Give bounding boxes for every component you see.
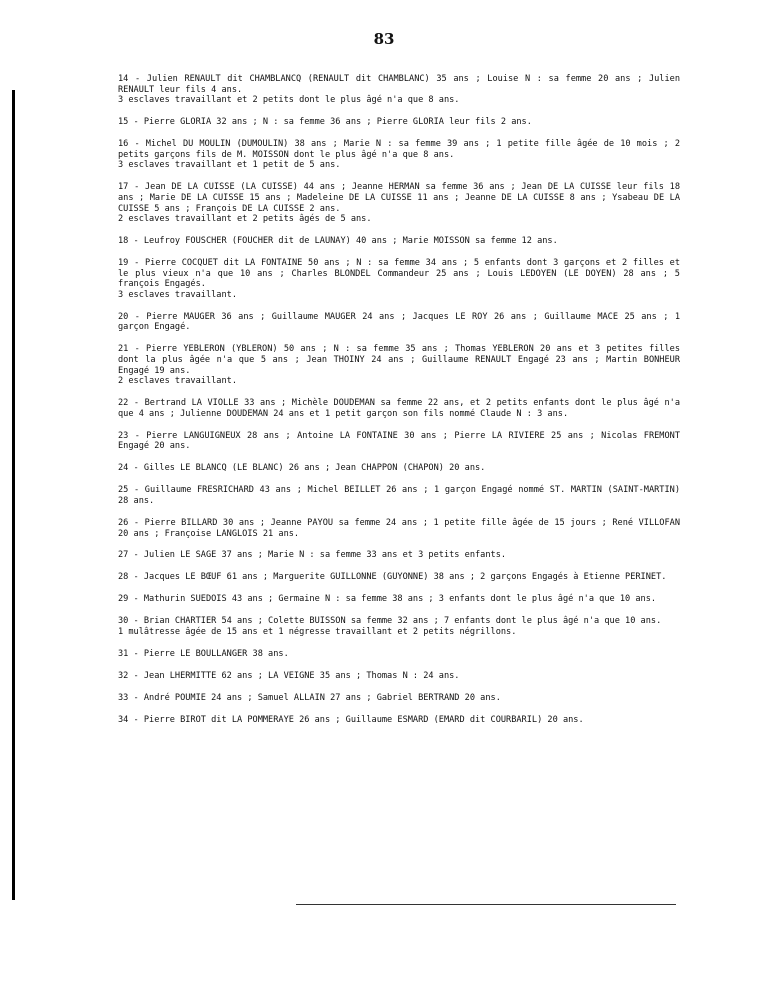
- entry-32: 32 - Jean LHERMITTE 62 ans ; LA VEIGNE 35 ans ; Thomas N : 24 ans.: [118, 671, 460, 681]
- scan-left-edge: [12, 90, 15, 900]
- entry-23: 23 - Pierre LANGUIGNEUX 28 ans ; Antoine LA FONTAINE 30 ans ; Pierre LA RIVIERE 25 ans ; Nicolas FREMONT Engagé 20 ans.: [118, 430, 680, 452]
- census-entries: [118, 74, 680, 737]
- entry-19: 19 - Pierre COCQUET dit LA FONTAINE 50 ans ; N : sa femme 34 ans ; 5 enfants dont 3 garçons et 2 filles et le plus vieux n'a que 10 ans ; Charles BLONDEL Commandeur 25 ans ; Louis LEDOYEN (LE DOYEN) 28 ans ; 5 françois Engagés. 3 esclaves travaillant.: [118, 258, 680, 300]
- entry-20: 20 - Pierre MAUGER 36 ans ; Guillaume MAUGER 24 ans ; Jacques LE ROY 26 ans ; Guillaume MACE 25 ans ; 1 garçon Engagé.: [118, 311, 680, 333]
- entry-26: 26 - Pierre BILLARD 30 ans ; Jeanne PAYOU sa femme 24 ans ; 1 petite fille âgée de 15 jours ; René VILLOFAN 20 ans ; Françoise LANGLOIS 21 ans.: [118, 517, 680, 539]
- entry-27: 27 - Julien LE SAGE 37 ans ; Marie N : sa femme 33 ans et 3 petits enfants.: [118, 550, 507, 561]
- entry-34: 34 - Pierre BIROT dit LA POMMERAYE 26 ans ; Guillaume ESMARD (EMARD dit COURBARIL) 20 ans.: [118, 714, 584, 725]
- entry-31: 31 - Pierre LE BOULLANGER 38 ans.: [118, 649, 289, 660]
- page-number: 83: [373, 30, 395, 48]
- entry-17: 17 - Jean DE LA CUISSE (LA CUISSE) 44 ans ; Jeanne HERMAN sa femme 36 ans ; Jean DE LA CUISSE leur fils 18 ans ; Marie DE LA CUISSE 15 ans ; Madeleine DE LA CUISSE 11 ans ; Jeanne DE LA CUISSE 8 ans ; Ysabeau DE LA CUISSE 5 ans ; François DE LA CUISSE 2 ans. 2 esclaves travaillant et 2 petits âgés de 5 ans.: [118, 182, 680, 225]
- entry-33: 33 - André POUMIE 24 ans ; Samuel ALLAIN 27 ans ; Gabriel BERTRAND 20 ans.: [118, 692, 501, 703]
- entry-16: 16 - Michel DU MOULIN (DUMOULIN) 38 ans ; Marie N : sa femme 39 ans ; 1 petite fille âgée de 10 mois ; 2 petits garçons fils de M. MOISSON dont le plus âgé n'a que 8 ans. 3 esclaves travaillant et 1 petit de 5 ans.: [118, 139, 680, 171]
- entry-29: 29 - Mathurin SUEDOIS 43 ans ; Germaine N : sa femme 38 ans ; 3 enfants dont le plus âgé n'a que 10 ans.: [118, 594, 657, 605]
- entry-30: 30 - Brian CHARTIER 54 ans ; Colette BUISSON sa femme 32 ans ; 7 enfants dont le plus âgé n'a que 10 ans. 1 mulâtresse âgée de 15 ans et 1 négresse travaillant et 2 petits négrillons.: [118, 616, 662, 638]
- entry-21: 21 - Pierre YEBLERON (YBLERON) 50 ans ; N : sa femme 35 ans ; Thomas YEBLERON 20 ans et 3 petites filles dont la plus âgée n'a que 5 ans ; Jean THOINY 24 ans ; Guillaume RENAULT Engagé 23 ans ; Martin BONHEUR Engagé 19 ans. 2 esclaves travaillant.: [118, 344, 680, 387]
- entry-14: 14 - Julien RENAULT dit CHAMBLANCQ (RENAULT dit CHAMBLANC) 35 ans ; Louise N : sa femme 20 ans ; Julien RENAULT leur fils 4 ans. 3 esclaves travaillant et 2 petits dont le plus âgé n'a que 8 ans.: [118, 74, 680, 106]
- entry-22: 22 - Bertrand LA VIOLLE 33 ans ; Michèle DOUDEMAN sa femme 22 ans, et 2 petits enfants dont le plus âgé n'a que 4 ans ; Julienne DOUDEMAN 24 ans et 1 petit garçon son fils nommé Claude N : 3 ans.: [118, 398, 680, 419]
- entry-28: 28 - Jacques LE BŒUF 61 ans ; Marguerite GUILLONNE (GUYONNE) 38 ans ; 2 garçons Engagés à Etienne PERINET.: [118, 572, 667, 583]
- bottom-rule: [296, 904, 676, 905]
- entry-24: 24 - Gilles LE BLANCQ (LE BLANC) 26 ans ; Jean CHAPPON (CHAPON) 20 ans.: [118, 463, 486, 474]
- entry-25: 25 - Guillaume FRESRICHARD 43 ans ; Michel BEILLET 26 ans ; 1 garçon Engagé nommé ST. MARTIN (SAINT-MARTIN) 28 ans.: [118, 485, 680, 506]
- entry-15: 15 - Pierre GLORIA 32 ans ; N : sa femme 36 ans ; Pierre GLORIA leur fils 2 ans.: [118, 117, 532, 128]
- entry-18: 18 - Leufroy FOUSCHER (FOUCHER dit de LAUNAY) 40 ans ; Marie MOISSON sa femme 12 ans.: [118, 236, 558, 247]
